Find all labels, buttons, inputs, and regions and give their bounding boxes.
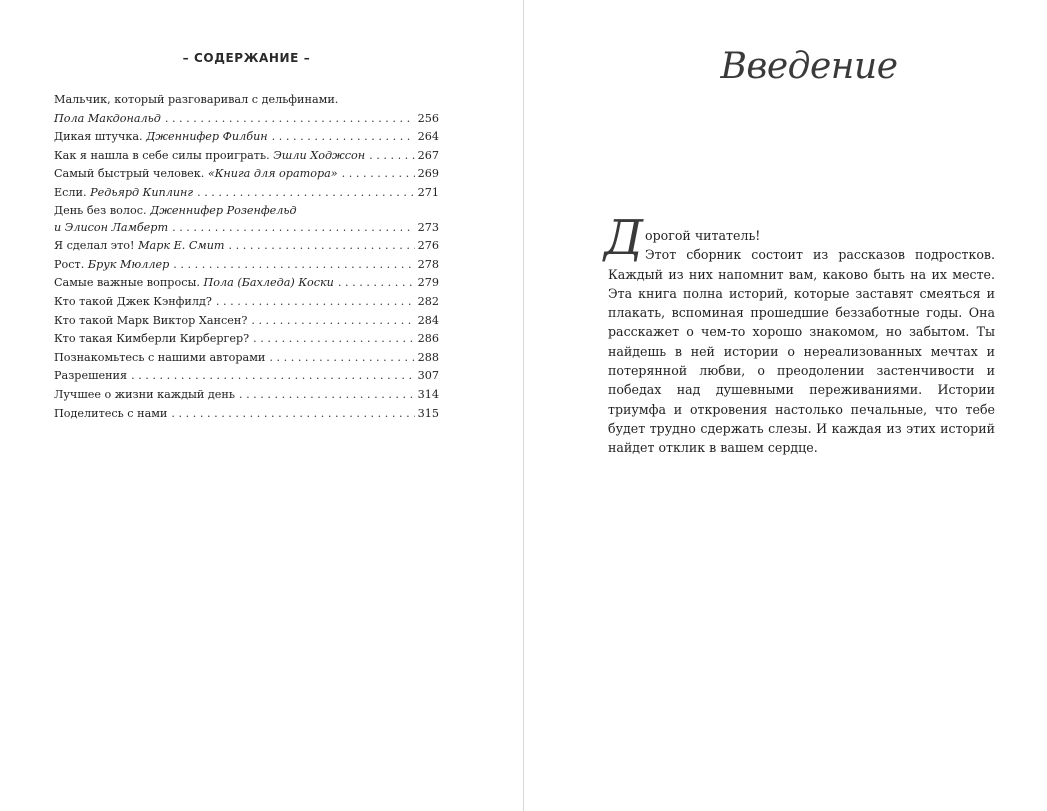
toc-entry-page: 284 [417,313,439,327]
toc-entry-author: Дженнифер Розенфельд [150,203,297,217]
toc-entry-title: День без волос. [54,203,151,217]
toc-leader-dots [342,165,415,182]
toc-leader-dots [369,147,415,164]
toc-entry-title: Рост. [54,257,88,271]
toc-entry-title: Мальчик, который разговаривал с дельфинами. [54,93,339,106]
toc-entry-author: Пола (Бахледа) Коски [203,276,334,290]
toc-leader-dots [338,274,415,291]
toc-leader-dots [172,219,415,236]
toc-entry [54,203,439,219]
toc-entry [54,367,439,384]
toc-entry-title: Самые важные вопросы. [54,276,204,290]
toc-entry-author: Редьярд Киплинг [90,185,194,199]
introduction-paragraph: Этот сборник состоит из рассказов подростков. Каждый из них напомнит вам, каково быть на их месте. Эта книга полна историй, которые заставят смеяться и плакать, вспоминая прошедшие беззаботные годы. Она расскажет о чем-то хорошо знакомом, но забытом. Ты найдешь в ней истории о нереализованных мечтах и потерянной любви, о преодолении застенчивости и победах над душевными переживаниями. Истории триумфа и откровения настолько печальные, что тебе будет трудно сдержать слезы. И каждая из этих историй найдет отклик в вашем сердце. [608,247,995,456]
toc-entry [54,92,439,108]
toc-leader-dots [171,405,414,422]
introduction-salutation: орогой читатель! [645,228,761,243]
toc-entry-title: Я сделал это! [54,239,139,253]
contents-heading: – СОДЕРЖАНИЕ – [182,51,311,65]
toc-entry-title: Кто такой Марк Виктор Хансен? [54,313,248,327]
toc-entry-title: Как я нашла в себе силы проиграть. [54,148,274,162]
toc-entry [54,330,439,347]
toc-leader-dots [173,256,414,273]
toc-entry-title: Самый быстрый человек. [54,167,208,181]
toc-entry-title: Если. [54,185,91,199]
toc-leader-dots [165,110,415,127]
toc-leader-dots [131,367,415,384]
toc-entry [54,293,439,310]
toc-entry-page: 307 [417,369,439,383]
toc-entry-page: 271 [417,185,439,199]
toc-entry-author: и Элисон Ламберт [54,220,169,234]
toc-entry [54,237,439,254]
toc-entry-author: «Книга для оратора» [207,167,338,181]
toc-entry-author: Эшли Ходжсон [273,148,366,162]
toc-entry-title: Кто такой Джек Кэнфилд? [54,294,212,308]
toc-entry [54,110,439,127]
introduction-page [524,0,1047,811]
toc-entry [54,219,439,236]
contents-page [0,0,523,811]
toc-entry [54,256,439,273]
toc-entry-page: 256 [417,111,439,125]
toc-leader-dots [216,293,415,310]
toc-entry-title: Разрешения [54,369,128,383]
toc-entry-title: Познакомьтесь с нашими авторами [54,350,266,364]
toc-entry-page: 282 [417,294,439,308]
toc-entry-title: Поделитесь с нами [54,406,168,420]
toc-leader-dots [239,386,415,403]
toc-entry-author: Пола Макдональд [54,111,161,125]
contents-list [54,92,439,423]
toc-entry-page: 278 [417,257,439,271]
toc-leader-dots [272,128,415,145]
toc-leader-dots [251,312,414,329]
introduction-body [604,210,995,458]
toc-leader-dots [229,237,415,254]
toc-leader-dots [269,349,414,366]
toc-entry [54,312,439,329]
toc-entry-page: 276 [417,239,439,253]
toc-entry [54,147,439,164]
toc-entry [54,165,439,182]
drop-cap-letter: Д [604,210,644,266]
toc-entry-author: Марк Е. Смит [138,239,225,253]
toc-entry [54,274,439,291]
toc-leader-dots [197,184,415,201]
toc-entry [54,184,439,201]
toc-entry-page: 314 [417,387,439,401]
toc-entry [54,349,439,366]
toc-entry [54,405,439,422]
introduction-title: Введение [720,46,898,87]
toc-entry [54,386,439,403]
toc-entry-page: 264 [417,130,439,144]
toc-entry-page: 273 [417,220,439,234]
toc-entry [54,128,439,145]
toc-entry-page: 315 [417,406,439,420]
toc-entry-title: Лучшее о жизни каждый день [54,387,235,401]
toc-entry-page: 286 [417,332,439,346]
toc-entry-title: Кто такая Кимберли Кирбергер? [54,332,250,346]
toc-entry-title: Дикая штучка. [54,130,147,144]
toc-leader-dots [253,330,414,347]
toc-entry-page: 288 [417,350,439,364]
toc-entry-author: Дженнифер Филбин [146,130,268,144]
toc-entry-author: Брук Мюллер [87,257,170,271]
toc-entry-page: 279 [417,276,439,290]
toc-entry-page: 269 [417,167,439,181]
toc-entry-page: 267 [417,148,439,162]
